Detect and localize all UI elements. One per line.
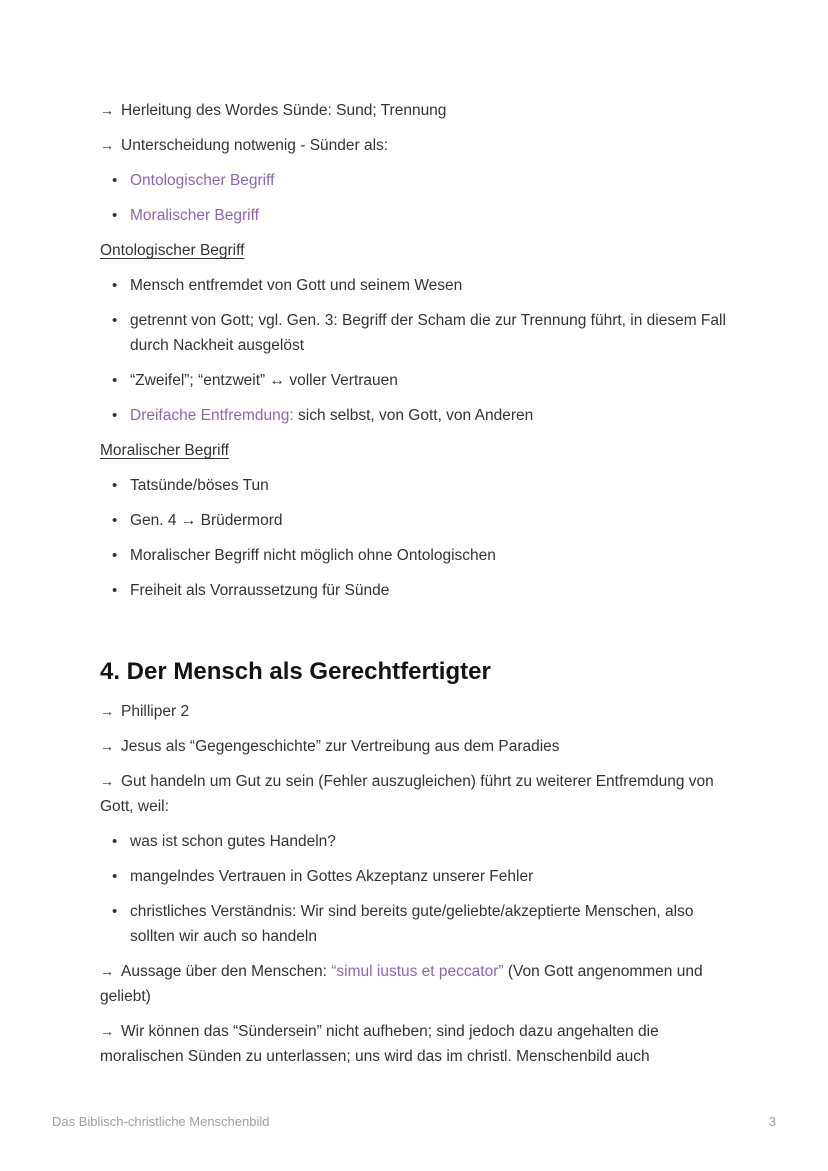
bullet-marker-icon: • [112,833,118,850]
bullet-marker-icon: • [112,207,118,224]
bullet-marker-icon: • [112,477,118,494]
document-blocks [100,98,728,1079]
arrow-marker-icon: → [100,738,114,754]
text-segment: Unterscheidung notwenig - Sünder als: [121,137,389,154]
colored-link-text[interactable]: “simul iustus et peccator” [331,963,504,980]
text-segment: Ontologischer Begriff [100,242,245,259]
text-segment: Wir können das “Sündersein” nicht aufheben; sind jedoch dazu angehalten die moralischen Sünden zu unterlassen; uns wird das im christl. Menschenbild auch [100,1023,659,1065]
text-segment: “Zweifel”; “entzweit” ↔ voller Vertrauen [130,372,398,389]
colored-link-text[interactable]: Ontologischer Begriff [130,172,275,189]
text-segment: Tatsünde/böses Tun [130,477,269,494]
text-segment: Gut handeln um Gut zu sein (Fehler auszugleichen) führt zu weiterer Entfremdung von Gott, weil: [100,773,714,815]
text-segment: getrennt von Gott; vgl. Gen. 3: Begriff der Scham die zur Trennung führt, in diesem Fall durch Nackheit ausgelöst [130,312,726,354]
section-heading [100,657,728,687]
arrow-marker-icon: → [100,703,114,719]
arrow-paragraph [100,734,728,759]
colored-link-text[interactable]: Dreifache Entfremdung: [130,407,294,424]
bullet-marker-icon: • [112,372,118,389]
footer-document-title: Das Biblisch-christliche Menschenbild [52,1114,270,1129]
bullet-marker-icon: • [112,582,118,599]
underlined-subheading [100,438,728,463]
bullet-list-item [100,473,728,498]
text-segment: Moralischer Begriff nicht möglich ohne Ontologischen [130,547,496,564]
arrow-paragraph [100,959,728,1009]
arrow-paragraph [100,133,728,158]
arrow-marker-icon: → [100,137,114,153]
arrow-paragraph [100,699,728,724]
text-segment: 4. Der Mensch als Gerechtfertigter [100,658,491,685]
bullet-marker-icon: • [112,547,118,564]
page-footer [52,1114,776,1129]
bullet-marker-icon: • [112,868,118,885]
arrow-paragraph [100,1019,728,1069]
text-segment: (Von Gott angenommen und geliebt) [100,963,703,1005]
arrow-paragraph [100,769,728,819]
text-segment: sich selbst, von Gott, von Anderen [293,407,534,424]
text-segment: mangelndes Vertrauen in Gottes Akzeptanz unserer Fehler [130,868,534,885]
text-segment: Herleitung des Wordes Sünde: Sund; Trennung [121,102,447,119]
footer-page-number: 3 [768,1114,776,1129]
bullet-marker-icon: • [112,903,118,920]
bullet-list-item [100,168,728,193]
bullet-marker-icon: • [112,277,118,294]
bullet-list-item [100,308,728,358]
bullet-list-item [100,864,728,889]
bullet-list-item [100,273,728,298]
text-segment: Jesus als “Gegengeschichte” zur Vertreibung aus dem Paradies [121,738,560,755]
arrow-marker-icon: → [100,1023,114,1039]
underlined-subheading [100,238,728,263]
bullet-list-item [100,203,728,228]
bullet-marker-icon: • [112,172,118,189]
text-segment: Moralischer Begriff [100,442,229,459]
text-segment: was ist schon gutes Handeln? [130,833,336,850]
text-segment: Mensch entfremdet von Gott und seinem Wesen [130,277,463,294]
bullet-marker-icon: • [112,407,118,424]
arrow-marker-icon: → [100,102,114,118]
arrow-paragraph [100,98,728,123]
text-segment: Philliper 2 [121,703,190,720]
bullet-list-item [100,829,728,854]
text-segment: Freiheit als Vorraussetzung für Sünde [130,582,390,599]
bullet-list-item [100,508,728,533]
colored-link-text[interactable]: Moralischer Begriff [130,207,259,224]
bullet-list-item [100,578,728,603]
bullet-list-item [100,368,728,393]
bullet-list-item [100,403,728,428]
bullet-list-item [100,543,728,568]
text-segment: Gen. 4 → Brüdermord [130,512,283,529]
text-segment: christliches Verständnis: Wir sind bereits gute/geliebte/akzeptierte Menschen, also sollten wir auch so handeln [130,903,694,945]
text-segment: Aussage über den Menschen: [121,963,332,980]
bullet-marker-icon: • [112,512,118,529]
bullet-list-item [100,899,728,949]
arrow-marker-icon: → [100,773,114,789]
bullet-marker-icon: • [112,312,118,329]
arrow-marker-icon: → [100,963,114,979]
